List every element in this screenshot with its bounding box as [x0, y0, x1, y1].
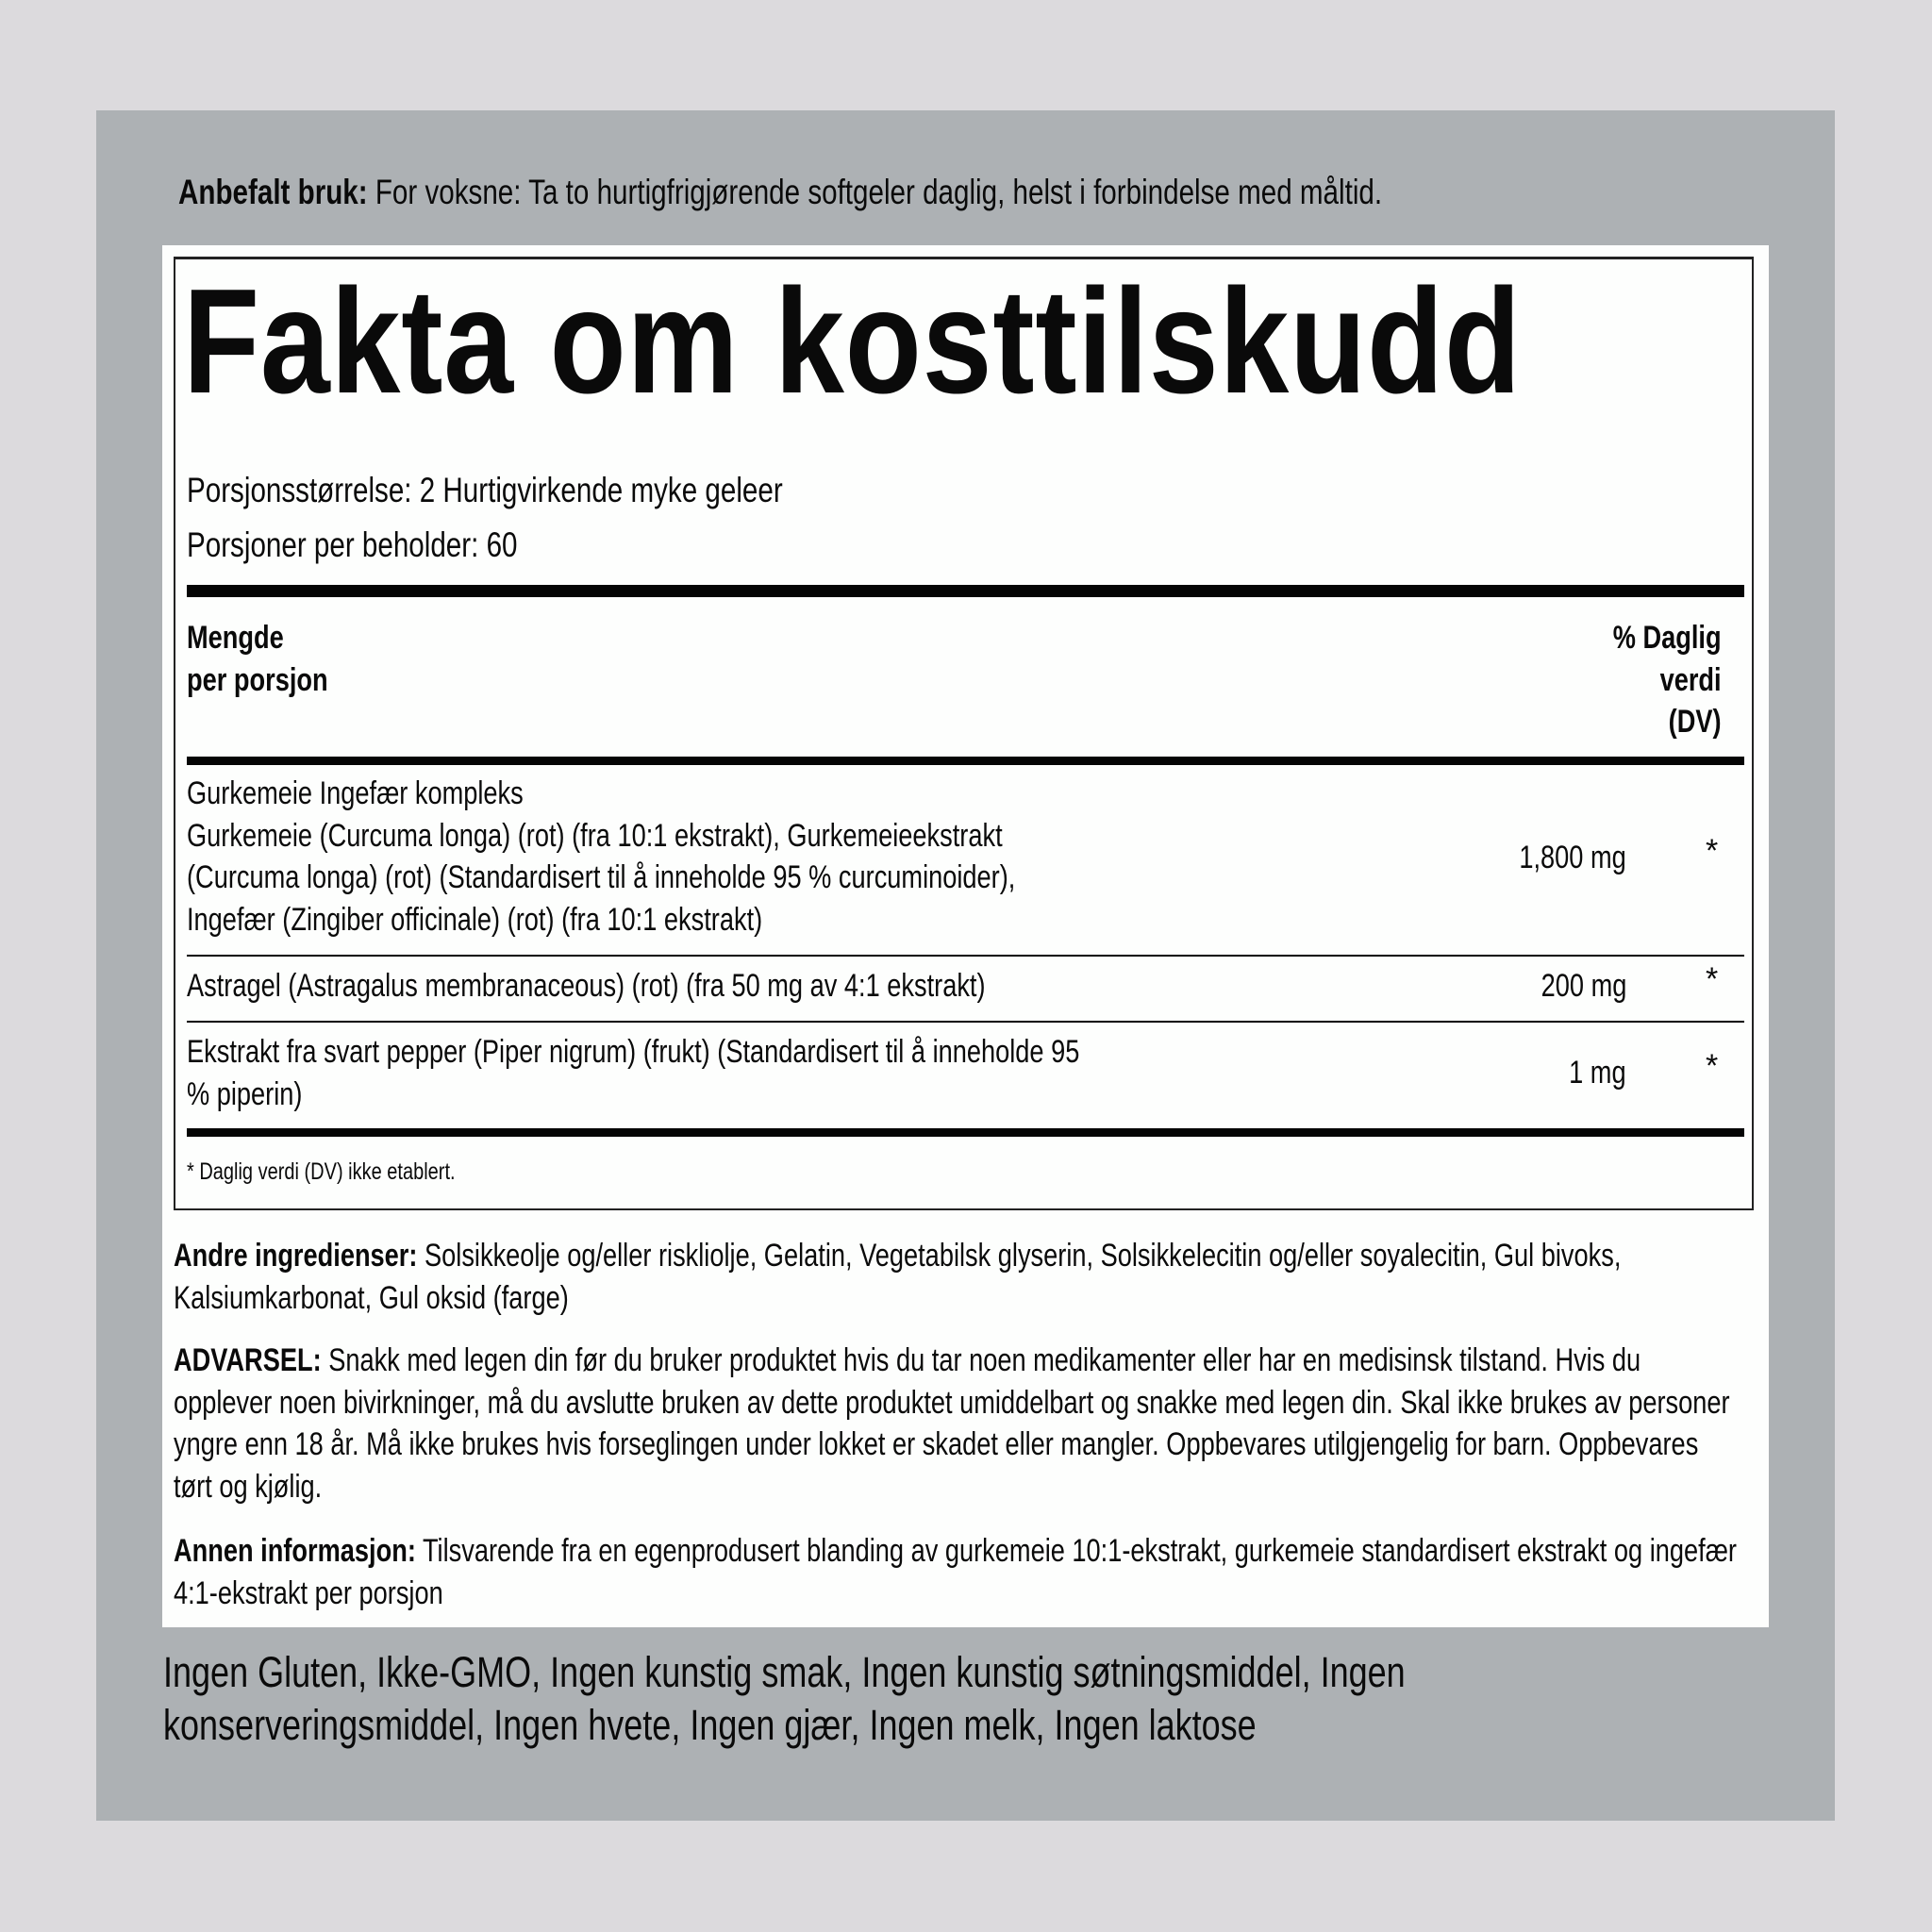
servings-per-container: Porsjoner per beholder: 60: [187, 525, 518, 564]
table-row-turmeric-ginger: [187, 773, 1015, 941]
row-line: (Curcuma longa) (rot) (Standardisert til å inneholde 95 % curcuminoider),: [187, 859, 1016, 895]
row-line: Astragel (Astragalus membranaceous) (rot) (fra 50 mg av 4:1 ekstrakt): [187, 968, 986, 1004]
other-ingredients: [174, 1235, 1743, 1319]
thick-rule-bottom: [187, 1128, 1744, 1137]
row-amount: 200 mg: [1541, 968, 1626, 1004]
row-line: Ingefær (Zingiber officinale) (rot) (fra 10:1 ekstrakt): [187, 901, 763, 938]
row-dv: *: [1706, 961, 1719, 997]
warning: [174, 1340, 1743, 1507]
amount-header: [187, 617, 328, 701]
dv-footnote: * Daglig verdi (DV) ikke etablert.: [187, 1158, 456, 1185]
table-row-astragalus: [187, 965, 986, 1008]
warning-label: ADVARSEL:: [174, 1342, 322, 1378]
row-dv: *: [1706, 833, 1719, 869]
other-information-label: Annen informasjon:: [174, 1533, 416, 1569]
row-amount: 1,800 mg: [1519, 840, 1626, 875]
free-from-line1: Ingen Gluten, Ikke-GMO, Ingen kunstig smak, Ingen kunstig søtningsmiddel, Ingen: [163, 1648, 1406, 1696]
serving-size: Porsjonsstørrelse: 2 Hurtigvirkende myke geleer: [187, 471, 783, 509]
other-information: [174, 1530, 1743, 1614]
row-dv: *: [1706, 1048, 1719, 1084]
row-line: Ekstrakt fra svart pepper (Piper nigrum) (frukt) (Standardisert til å inneholde 95: [187, 1034, 1080, 1070]
dv-header: [1613, 617, 1722, 743]
dv-header-line2: verdi: [1659, 661, 1722, 698]
row-line: Gurkemeie (Curcuma longa) (rot) (fra 10:1 ekstrakt), Gurkemeieekstrakt: [187, 817, 1003, 854]
row-line: Gurkemeie Ingefær kompleks: [187, 775, 524, 811]
row-amount: 1 mg: [1569, 1055, 1626, 1091]
other-information-text: Tilsvarende fra en egenprodusert blanding av gurkemeie 10:1-ekstrakt, gurkemeie standardisert ekstrakt og ingefær 4:1-ekstrakt per porsjon: [174, 1533, 1737, 1611]
thin-rule: [187, 1021, 1744, 1023]
dv-header-line3: (DV): [1669, 704, 1722, 740]
free-from-line2: konserveringsmiddel, Ingen hvete, Ingen gjær, Ingen melk, Ingen laktose: [163, 1701, 1257, 1749]
dv-header-line1: % Daglig: [1613, 620, 1722, 656]
free-from-claims: [163, 1646, 1406, 1752]
recommended-use-label: Anbefalt bruk:: [178, 173, 368, 211]
thick-rule-header: [187, 757, 1744, 765]
recommended-use-text: For voksne: Ta to hurtigfrigjørende softgeler daglig, helst i forbindelse med måltid.: [367, 173, 1383, 211]
other-ingredients-text: Solsikkeolje og/eller riskliolje, Gelatin, Vegetabilsk glyserin, Solsikkelecitin og/eller soyalecitin, Gul bivoks, Kalsiumkarbonat, Gul oksid (farge): [174, 1238, 1622, 1316]
thin-rule: [187, 955, 1744, 957]
amount-header-line2: per porsjon: [187, 661, 328, 698]
table-row-black-pepper: [187, 1031, 1079, 1115]
amount-header-line1: Mengde: [187, 620, 284, 656]
recommended-use: [178, 172, 1382, 213]
row-line: % piperin): [187, 1075, 303, 1112]
thick-rule-top: [187, 585, 1744, 597]
other-ingredients-label: Andre ingredienser:: [174, 1238, 418, 1274]
facts-title: Fakta om kosttilskudd: [183, 258, 1522, 425]
warning-text: Snakk med legen din før du bruker produktet hvis du tar noen medikamenter eller har en medisinsk tilstand. Hvis du opplever noen bivirkninger, må du avslutte bruken av dette produktet umiddelbart og snakke med legen din. Skal ikke brukes av personer yngre enn 18 år. Må ikke brukes hvis forseglingen under lokket er skadet eller mangler. Oppbevares utilgjengelig for barn. Oppbevares tørt og kjølig.: [174, 1342, 1730, 1505]
